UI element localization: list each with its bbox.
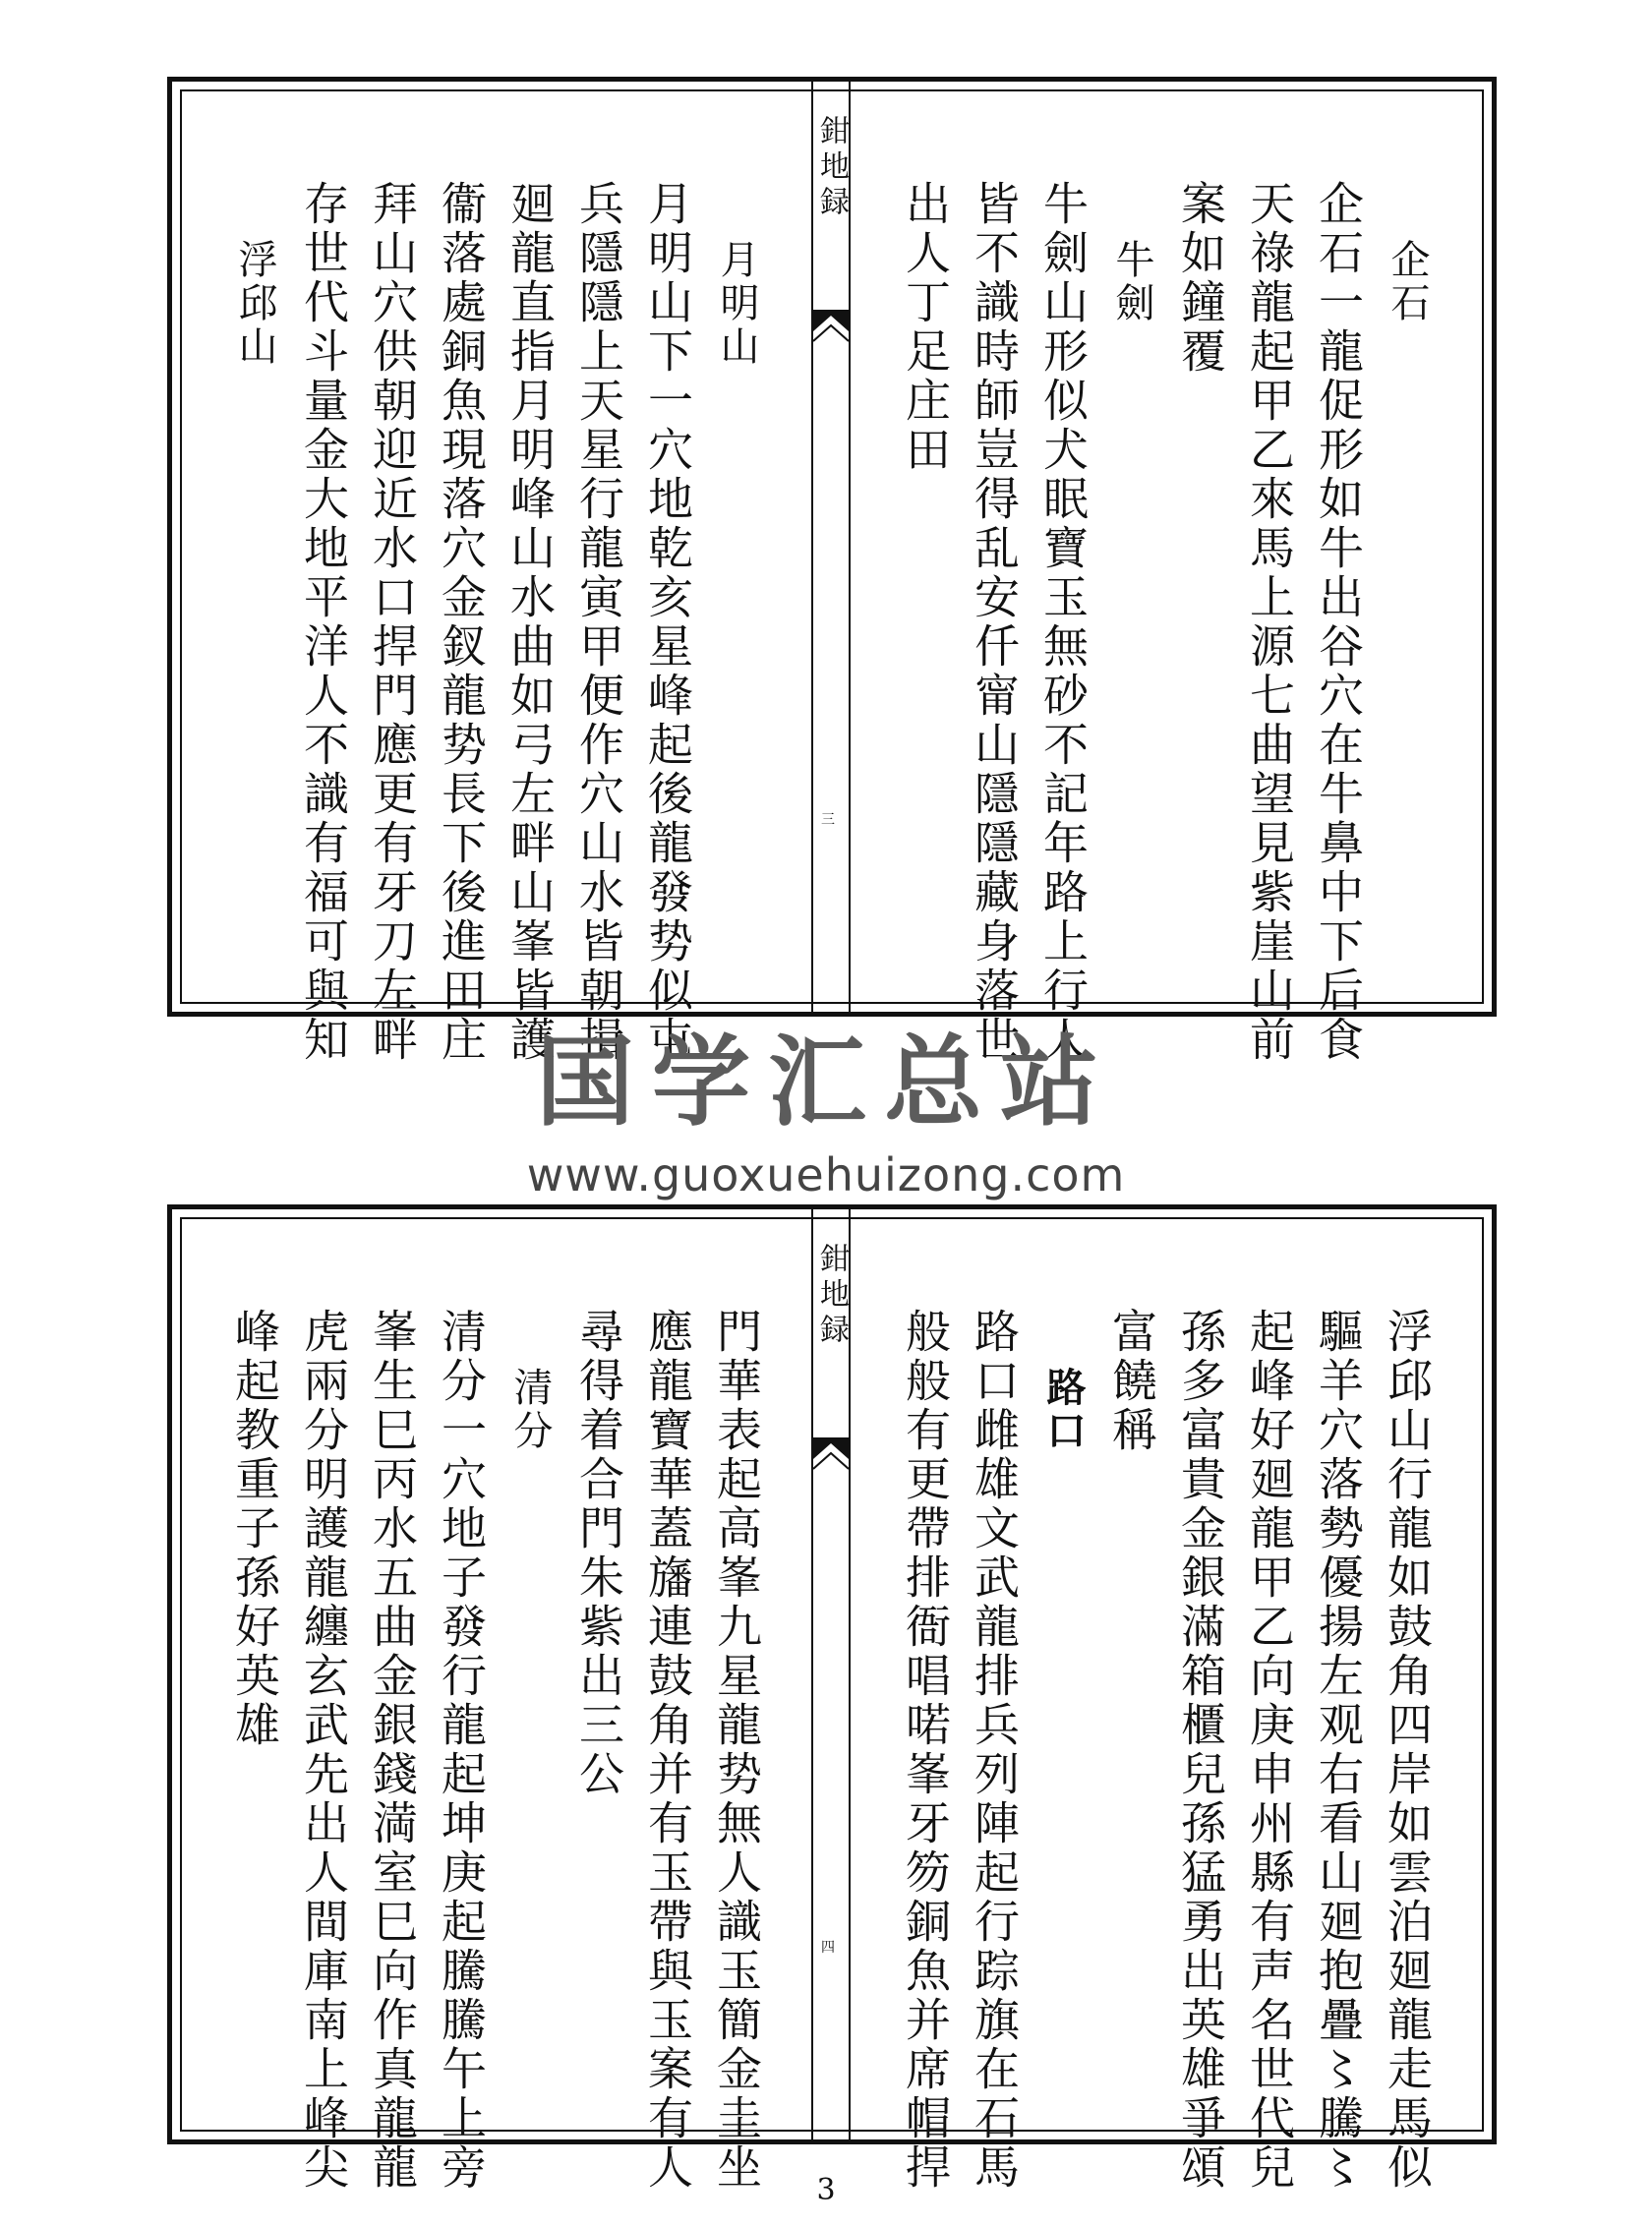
text-column: 浮邱山 (232, 239, 277, 369)
text-column: 孫多富貴金銀滿箱櫃兒孫猛勇出英雄爭頌 (1174, 1308, 1227, 2193)
right-page (849, 82, 1492, 1065)
text-column: 案如鐘覆 (1174, 180, 1227, 377)
book-title: 鉗地録 (814, 1243, 849, 1349)
top-page-spread (167, 77, 1497, 1065)
text-column: 清分 (507, 1367, 553, 1453)
text-column: 路口雌雄文武龍排兵列陣起行踪旗在石馬 (968, 1308, 1021, 2193)
text-column: 起峰好廻龍甲乙向庚申州縣有声名世代兒 (1243, 1308, 1296, 2193)
text-column: 應龍寶華蓋旛連鼓角并有玉帶與玉案有人 (641, 1308, 694, 2193)
text-column: 路口 (1040, 1367, 1087, 1453)
watermark-url[interactable]: www.guoxuehuizong.com (526, 1148, 1126, 1201)
text-column: 門華表起高峯九星龍势無人識玉簡金圭坐 (710, 1308, 763, 2193)
left-page (172, 82, 811, 1065)
text-column: 浮邱山行龍如鼓角四岸如雲泊廻龍走馬似 (1381, 1308, 1434, 2193)
text-column: 皆不識時師豈得乱安仟甯山隱隱藏身落世 (968, 180, 1021, 1065)
text-column: 存世代斗量金大地平洋人不識有福可與知 (297, 180, 350, 1065)
left-page (172, 1209, 811, 2193)
center-gutter (811, 82, 851, 1012)
bottom-page-spread (167, 1204, 1497, 2193)
text-column: 虎兩分明護龍纏玄武先出人間庫南上峰尖 (297, 1308, 350, 2193)
text-column: 清分一穴地子發行龍起坤庚起騰騰午上旁 (435, 1308, 488, 2193)
fishtail-mark-icon (813, 1437, 849, 1481)
text-column: 天祿龍起甲乙來馬上源七曲望見紫崖山前 (1243, 180, 1296, 1065)
text-column: 拜山穴供朝迎近水口捍門應更有牙刀左畔 (366, 180, 419, 1065)
text-column: 牛劍山形似犬眠寶玉無砂不記年路上行人 (1036, 180, 1090, 1065)
folio-number: 三 (821, 812, 835, 828)
text-column: 牛劍 (1109, 239, 1154, 325)
folio-number: 四 (821, 1940, 835, 1956)
page-number: 3 (816, 2173, 836, 2207)
text-column: 峯生巳丙水五曲金銀錢満室巳向作真龍龍 (366, 1308, 419, 2193)
fishtail-mark-icon (813, 310, 849, 353)
text-column: 廻龍直指月明峰山水曲如弓左畔山峯皆護 (503, 180, 557, 1065)
text-column: 月明山 (714, 239, 759, 369)
text-column: 企石 (1385, 239, 1430, 325)
text-column: 企石一龍促形如牛出谷穴在牛鼻中下后食 (1312, 180, 1365, 1065)
text-column: 富饒稱 (1105, 1308, 1158, 1455)
right-page (849, 1209, 1492, 2193)
text-column: 月明山下一穴地乾亥星峰起後龍發势似屯 (641, 180, 694, 1065)
text-column: 兵隱隱上天星行龍寅甲便作穴山水皆朝揖 (572, 180, 625, 1065)
center-gutter (811, 1209, 851, 2139)
text-column: 出人丁足庄田 (899, 180, 952, 475)
text-column: 驅羊穴落勢優揚左观右看山廻抱疊〻騰〻 (1312, 1308, 1365, 2193)
text-column: 衞落處銅魚現落穴金釵龍势長下後進田庄 (435, 180, 488, 1065)
text-column: 般般有更帶排衙唱喏峯牙笏銅魚并席帽捍 (899, 1308, 952, 2193)
text-column: 峰起教重子孫好英雄 (228, 1308, 281, 1750)
book-title: 鉗地録 (814, 115, 849, 221)
text-column: 尋得着合門朱紫出三公 (572, 1308, 625, 1799)
watermark-title: 国学汇总站 (536, 1025, 1116, 1140)
